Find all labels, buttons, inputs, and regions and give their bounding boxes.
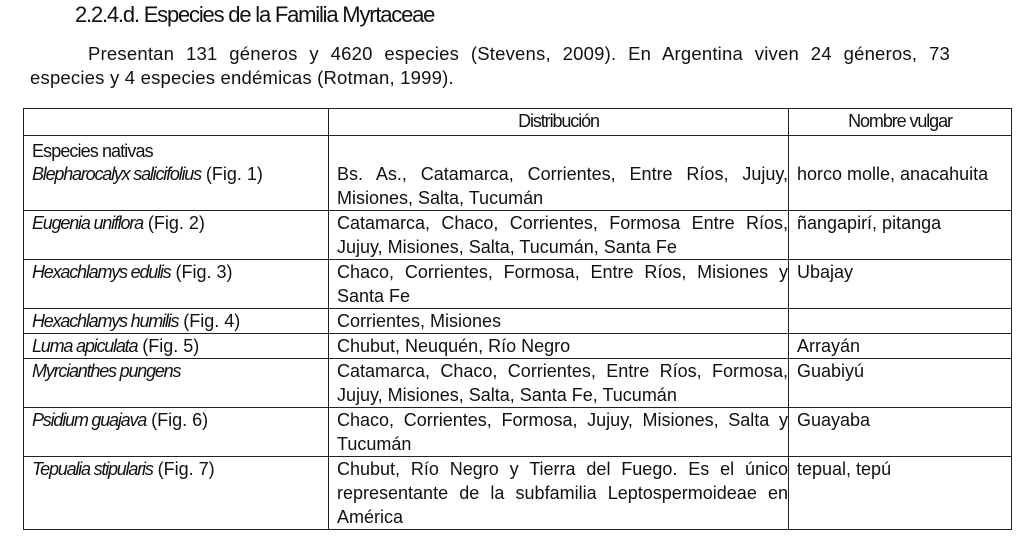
- intro-line-1: Presentan 131 géneros y 4620 especies (Stevens, 2009). En Argentina viven 24 géneros, 73: [88, 43, 950, 64]
- species-name: Tepualia stipularis: [32, 459, 153, 479]
- table-row: [24, 136, 1012, 211]
- species-cell: [24, 457, 329, 530]
- species-name: Psidium guajava: [32, 410, 147, 430]
- common-name-cell: Ubajay: [789, 260, 1012, 309]
- species-name: Luma apiculata: [32, 336, 138, 356]
- section-heading: 2.2.4.d. Especies de la Familia Myrtaceae: [75, 2, 435, 27]
- figure-reference: (Fig. 6): [146, 410, 209, 430]
- distribution-cell: Catamarca, Chaco, Corrientes, Formosa Entre Ríos, Jujuy, Misiones, Salta, Tucumán, Santa Fe: [329, 211, 789, 260]
- distribution-cell: Chaco, Corrientes, Formosa, Jujuy, Misiones, Salta y Tucumán: [329, 408, 789, 457]
- distribution-cell: Catamarca, Chaco, Corrientes, Entre Ríos, Formosa, Jujuy, Misiones, Salta, Santa Fe, Tucumán: [329, 359, 789, 408]
- table-row: [24, 260, 1012, 309]
- species-cell: [24, 408, 329, 457]
- intro-paragraph: [30, 42, 950, 90]
- figure-reference: (Fig. 4): [178, 311, 241, 331]
- figure-reference: (Fig. 2): [142, 213, 205, 233]
- species-name: Hexachlamys humilis: [32, 311, 179, 331]
- header-nombre-vulgar: Nombre vulgar: [789, 109, 1012, 136]
- intro-line-2: especies y 4 especies endémicas (Rotman, 1999).: [30, 67, 454, 88]
- table-header-row: [24, 109, 1012, 136]
- common-name-cell: horco molle, anacahuita: [789, 136, 1012, 211]
- distribution-cell: Bs. As., Catamarca, Corrientes, Entre Ríos, Jujuy, Misiones, Salta, Tucumán: [329, 136, 789, 211]
- distribution-cell: Chubut, Neuquén, Río Negro: [329, 334, 789, 359]
- figure-reference: (Fig. 5): [137, 336, 200, 356]
- common-name-cell: Arrayán: [789, 334, 1012, 359]
- species-cell: [24, 136, 329, 211]
- distribution-cell: Corrientes, Misiones: [329, 309, 789, 334]
- table-row: [24, 309, 1012, 334]
- common-name-cell: tepual, tepú: [789, 457, 1012, 530]
- species-name: Blepharocalyx salicifolius: [32, 164, 201, 184]
- figure-reference: (Fig. 1): [200, 164, 263, 184]
- species-cell: [24, 334, 329, 359]
- figure-reference: (Fig. 3): [170, 262, 233, 282]
- table-row: [24, 359, 1012, 408]
- species-name: Myrcianthes pungens: [32, 361, 181, 381]
- common-name-cell: ñangapirí, pitanga: [789, 211, 1012, 260]
- species-cell: [24, 211, 329, 260]
- header-species: [24, 109, 329, 136]
- table-row: [24, 211, 1012, 260]
- common-name-cell: Guayaba: [789, 408, 1012, 457]
- table-row: [24, 457, 1012, 530]
- header-distribucion: Distribución: [329, 109, 789, 136]
- figure-reference: (Fig. 7): [152, 459, 215, 479]
- species-table: [23, 108, 1012, 530]
- species-cell: [24, 309, 329, 334]
- species-name: Hexachlamys edulis: [32, 262, 171, 282]
- common-name-cell: Guabiyú: [789, 359, 1012, 408]
- section-label: Especies nativas: [32, 141, 153, 161]
- distribution-cell: Chubut, Río Negro y Tierra del Fuego. Es el único representante de la subfamilia Leptospermoideae en América: [329, 457, 789, 530]
- table-row: [24, 334, 1012, 359]
- table-row: [24, 408, 1012, 457]
- distribution-cell: Chaco, Corrientes, Formosa, Entre Ríos, Misiones y Santa Fe: [329, 260, 789, 309]
- species-name: Eugenia uniflora: [32, 213, 143, 233]
- common-name-cell: [789, 309, 1012, 334]
- species-cell: [24, 359, 329, 408]
- species-cell: [24, 260, 329, 309]
